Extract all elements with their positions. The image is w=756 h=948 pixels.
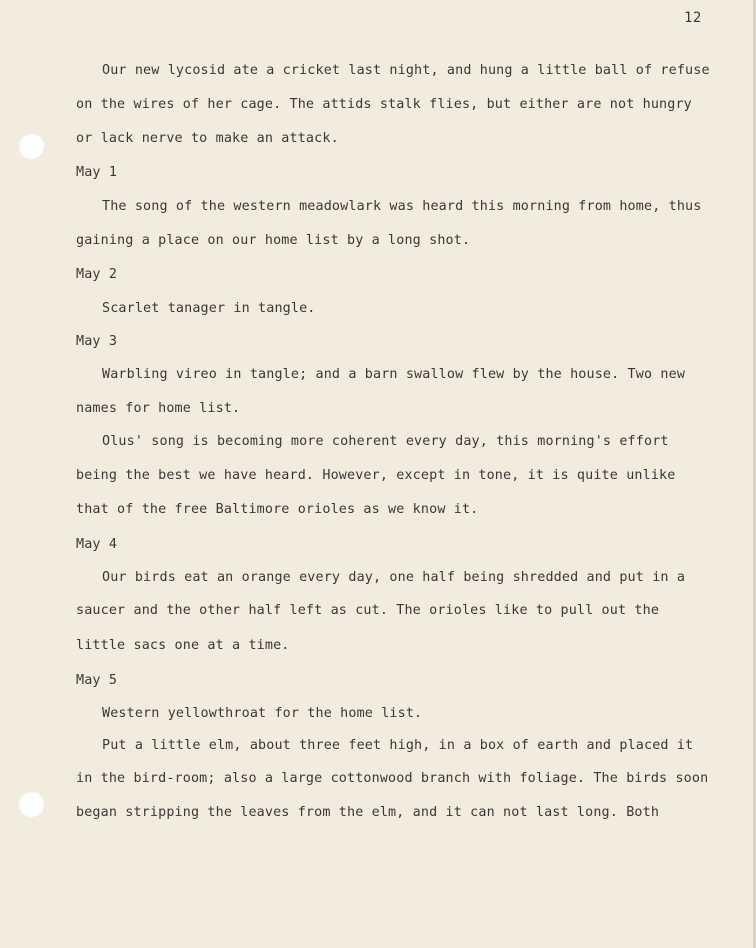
text-line: Olus' song is becoming more coherent every day, this morning's effort xyxy=(102,434,669,449)
text-line: on the wires of her cage. The attids stalk flies, but either are not hungry xyxy=(76,97,692,112)
text-line: Our new lycosid ate a cricket last night, and hung a little ball of refuse xyxy=(102,63,710,78)
text-line: saucer and the other half left as cut. The orioles like to pull out the xyxy=(76,603,660,618)
date-heading: May 3 xyxy=(76,334,118,349)
binder-hole-top xyxy=(18,133,44,159)
date-heading: May 1 xyxy=(76,165,118,180)
text-line: little sacs one at a time. xyxy=(76,638,290,653)
date-heading: May 2 xyxy=(76,267,118,282)
text-line: being the best we have heard. However, except in tone, it is quite unlike xyxy=(76,468,676,483)
text-line: Western yellowthroat for the home list. xyxy=(102,706,423,721)
text-line: gaining a place on our home list by a long shot. xyxy=(76,233,471,248)
text-line: began stripping the leaves from the elm, and it can not last long. Both xyxy=(76,805,660,820)
date-heading: May 4 xyxy=(76,537,118,552)
text-line: that of the free Baltimore orioles as we know it. xyxy=(76,502,479,517)
text-line: in the bird-room; also a large cottonwood branch with foliage. The birds soon xyxy=(76,771,709,786)
text-line: The song of the western meadowlark was heard this morning from home, thus xyxy=(102,199,702,214)
page-number: 12 xyxy=(684,10,702,26)
text-line: Warbling vireo in tangle; and a barn swallow flew by the house. Two new xyxy=(102,367,686,382)
text-line: or lack nerve to make an attack. xyxy=(76,131,339,146)
text-line: names for home list. xyxy=(76,401,241,416)
binder-hole-bottom xyxy=(18,791,44,817)
date-heading: May 5 xyxy=(76,673,118,688)
text-line: Scarlet tanager in tangle. xyxy=(102,301,316,316)
text-line: Our birds eat an orange every day, one half being shredded and put in a xyxy=(102,570,686,585)
text-line: Put a little elm, about three feet high, in a box of earth and placed it xyxy=(102,738,694,753)
